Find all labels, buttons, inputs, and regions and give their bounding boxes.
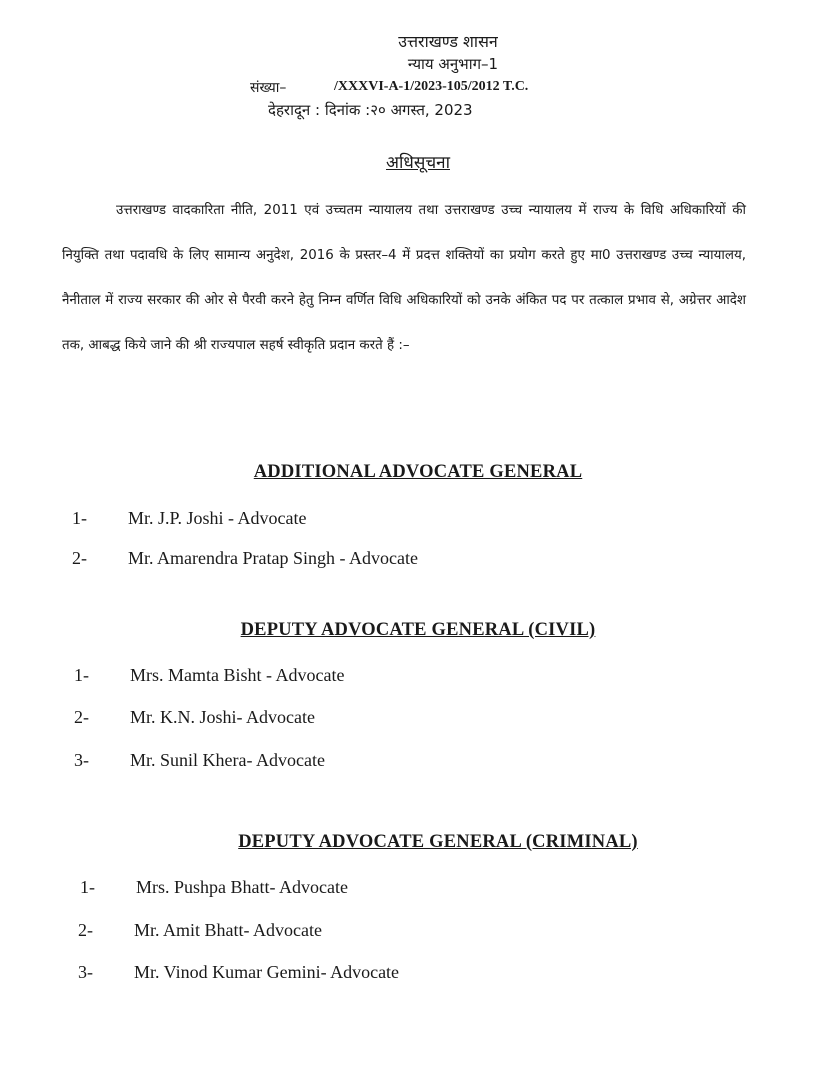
reference-label: संख्या–	[250, 80, 287, 96]
item-text: Mr. J.P. Joshi - Advocate	[128, 508, 307, 528]
section-title-text: DEPUTY ADVOCATE GENERAL (CRIMINAL)	[238, 832, 638, 852]
section-title-deputy-ag-civil	[0, 620, 836, 641]
item-text: Mr. Sunil Khera- Advocate	[130, 750, 325, 770]
date-line: देहरादून : दिनांक :२० अगस्त, 2023	[268, 101, 473, 119]
section-title-additional-ag	[0, 462, 836, 483]
item-number: 3-	[78, 962, 93, 982]
section-title-deputy-ag-criminal	[0, 832, 836, 853]
item-number: 2-	[74, 707, 89, 727]
item-text: Mrs. Mamta Bisht - Advocate	[130, 665, 345, 685]
item-number: 2-	[78, 920, 93, 940]
item-text: Mrs. Pushpa Bhatt- Advocate	[136, 877, 348, 897]
government-name: उत्तराखण्ड शासन	[398, 32, 498, 51]
item-text: Mr. Amarendra Pratap Singh - Advocate	[128, 548, 418, 568]
item-number: 3-	[74, 750, 89, 770]
department-name: न्याय अनुभाग–1	[407, 55, 499, 73]
item-text: Mr. K.N. Joshi- Advocate	[130, 707, 315, 727]
item-text: Mr. Vinod Kumar Gemini- Advocate	[134, 962, 400, 982]
notification-body: उत्तराखण्ड वादकारिता नीति, 2011 एवं उच्चतम न्यायालय तथा उत्तराखण्ड उच्च न्यायालय में राज्य के विधि अधिकारियों की नियुक्ति तथा पदावधि के लिए सामान्य अनुदेश, 2016 के प्रस्तर–4 में प्रदत्त शक्तियों का प्रयोग करते हुए मा0 उत्तराखण्ड उच्च न्यायालय, नैनीताल में राज्य सरकार की ओर से पैरवी करने हेतु निम्न वर्णित विधि अधिकारियों को उनके अंकित पद पर तत्काल प्रभाव से, अग्रेत्तर आदेश तक, आबद्ध किये जाने की श्री राज्यपाल सहर्ष स्वीकृति प्रदान करते हैं :–	[62, 203, 746, 353]
reference-line	[250, 78, 529, 97]
item-text: Mr. Amit Bhatt- Advocate	[134, 920, 322, 940]
section-title-text: ADDITIONAL ADVOCATE GENERAL	[253, 462, 583, 482]
item-number: 2-	[72, 548, 87, 568]
item-number: 1-	[80, 877, 95, 897]
section-title-text: DEPUTY ADVOCATE GENERAL (CIVIL)	[240, 620, 596, 640]
item-number: 1-	[72, 508, 87, 528]
item-number: 1-	[74, 665, 89, 685]
reference-number: /XXXVI-A-1/2023-105/2012 T.C.	[334, 79, 529, 94]
notification-title: अधिसूचना	[386, 153, 450, 173]
notification-title-wrap	[0, 150, 836, 173]
